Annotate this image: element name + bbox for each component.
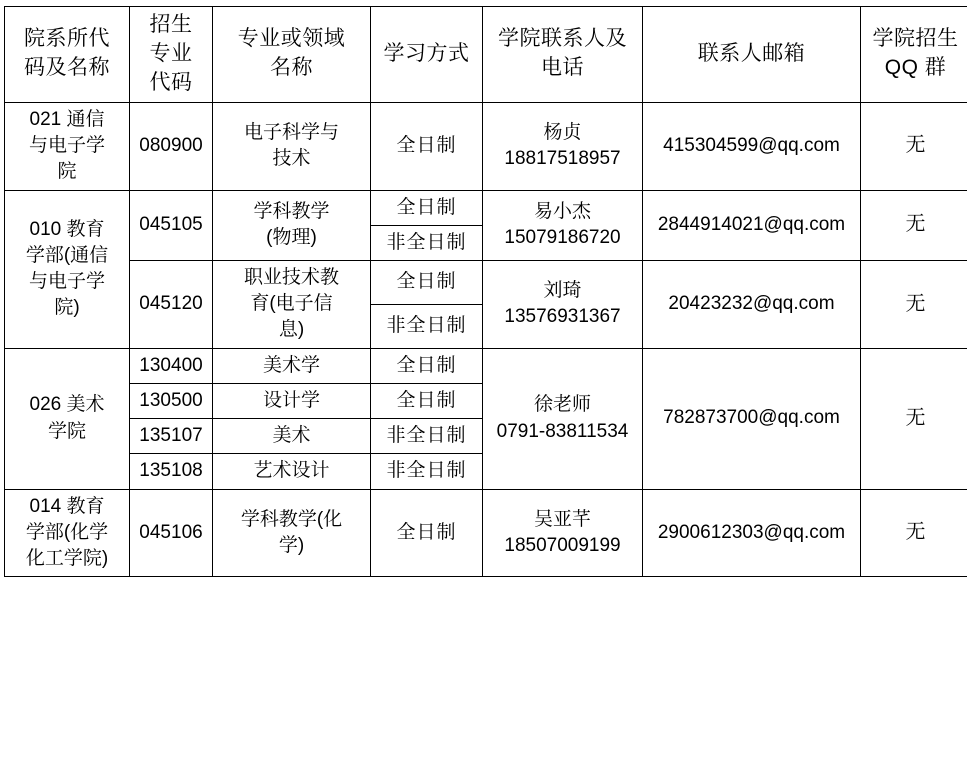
column-header-email: 联系人邮箱: [643, 7, 861, 103]
table-row: [5, 190, 967, 225]
cell-major-name: 电子科学与 技术: [213, 102, 371, 190]
column-header-department: 院系所代 码及名称: [5, 7, 130, 103]
table-row: [5, 348, 967, 383]
cell-major-code: 045106: [130, 489, 213, 577]
table-header: [5, 7, 967, 103]
cell-qq-group: 无: [861, 489, 967, 577]
cell-contact: 吴亚芊 18507009199: [483, 489, 643, 577]
cell-major-name: 艺术设计: [213, 454, 371, 489]
cell-qq-group: 无: [861, 348, 967, 489]
cell-qq-group: 无: [861, 190, 967, 260]
column-header-major-code: 招生 专业 代码: [130, 7, 213, 103]
cell-study-mode: 非全日制: [371, 454, 483, 489]
cell-major-name: 美术: [213, 419, 371, 454]
cell-major-name: 学科教学(化 学): [213, 489, 371, 577]
cell-major-name: 设计学: [213, 383, 371, 418]
cell-qq-group: 无: [861, 261, 967, 349]
table-body: [5, 102, 967, 576]
cell-contact: 刘琦 13576931367: [483, 261, 643, 349]
cell-study-mode: 全日制: [371, 383, 483, 418]
cell-department: 010 教育 学部(通信 与电子学 院): [5, 190, 130, 348]
cell-contact: 易小杰 15079186720: [483, 190, 643, 260]
cell-study-mode: 全日制: [371, 348, 483, 383]
cell-email: 20423232@qq.com: [643, 261, 861, 349]
cell-qq-group: 无: [861, 102, 967, 190]
cell-major-code: 045105: [130, 190, 213, 260]
cell-department: 021 通信 与电子学 院: [5, 102, 130, 190]
cell-major-code: 130400: [130, 348, 213, 383]
cell-contact: 徐老师 0791-83811534: [483, 348, 643, 489]
cell-major-code: 135108: [130, 454, 213, 489]
cell-major-code: 130500: [130, 383, 213, 418]
admissions-table: [4, 6, 967, 577]
cell-study-mode: 全日制: [371, 102, 483, 190]
cell-major-name: 美术学: [213, 348, 371, 383]
cell-study-mode: 非全日制: [371, 225, 483, 260]
cell-email: 2900612303@qq.com: [643, 489, 861, 577]
cell-study-mode: 非全日制: [371, 419, 483, 454]
cell-major-code: 135107: [130, 419, 213, 454]
column-header-study-mode: 学习方式: [371, 7, 483, 103]
cell-major-code: 045120: [130, 261, 213, 349]
cell-major-name: 职业技术教 育(电子信 息): [213, 261, 371, 349]
cell-study-mode: 非全日制: [371, 304, 483, 348]
cell-major-name: 学科教学 (物理): [213, 190, 371, 260]
cell-email: 782873700@qq.com: [643, 348, 861, 489]
column-header-contact: 学院联系人及 电话: [483, 7, 643, 103]
cell-department: 014 教育 学部(化学 化工学院): [5, 489, 130, 577]
column-header-qq-group: 学院招生 QQ 群: [861, 7, 967, 103]
cell-study-mode: 全日制: [371, 261, 483, 305]
cell-department: 026 美术 学院: [5, 348, 130, 489]
cell-major-code: 080900: [130, 102, 213, 190]
cell-contact: 杨贞 18817518957: [483, 102, 643, 190]
table-row: [5, 102, 967, 190]
table-header-row: [5, 7, 967, 103]
cell-email: 415304599@qq.com: [643, 102, 861, 190]
table-row: [5, 489, 967, 577]
cell-study-mode: 全日制: [371, 489, 483, 577]
column-header-major-name: 专业或领域 名称: [213, 7, 371, 103]
table-row: [5, 261, 967, 305]
cell-email: 2844914021@qq.com: [643, 190, 861, 260]
cell-study-mode: 全日制: [371, 190, 483, 225]
